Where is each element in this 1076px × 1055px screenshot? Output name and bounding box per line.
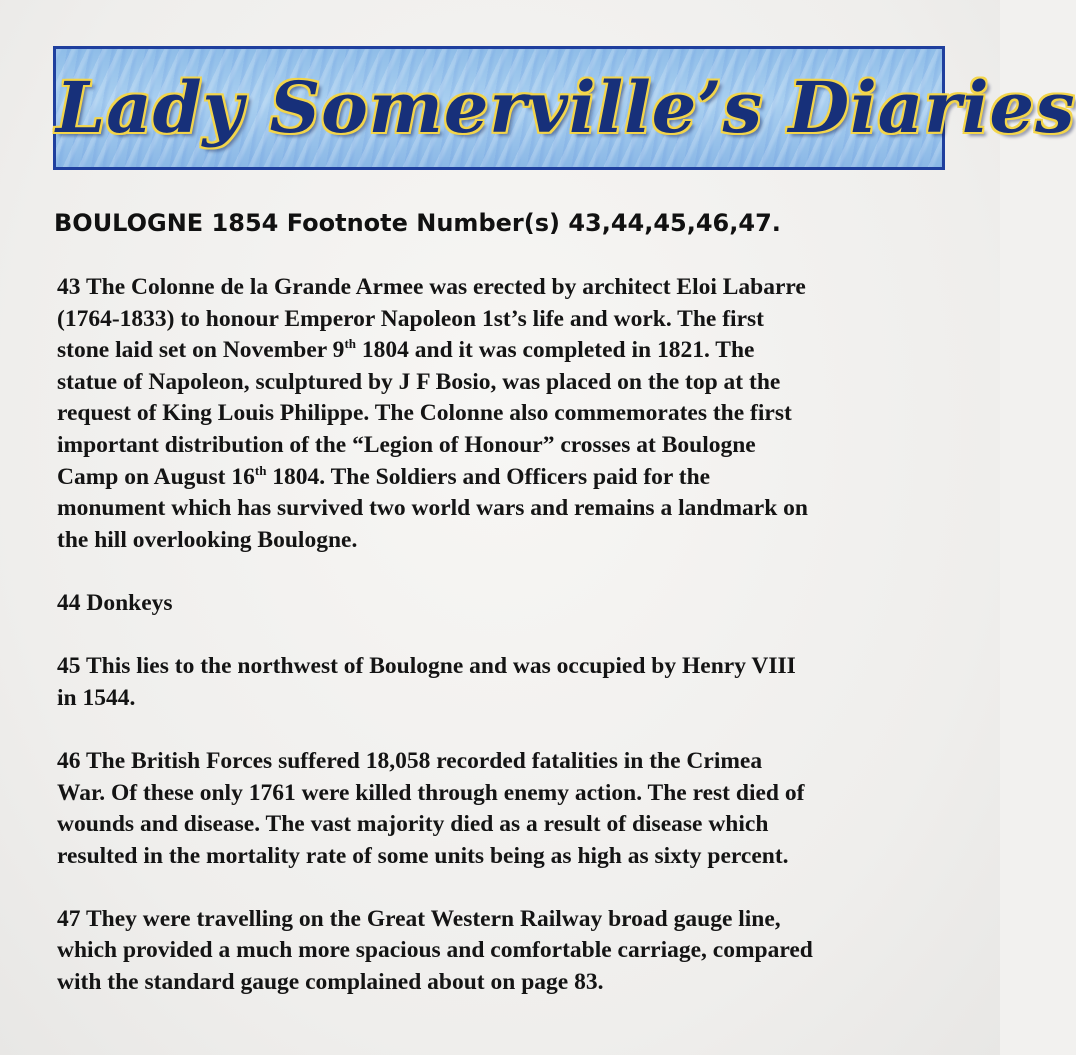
footnote-line: important distribution of the “Legion of Honour” crosses at Boulogne [57, 431, 756, 458]
footnote-line: wounds and disease. The vast majority died as a result of disease which [57, 811, 769, 838]
section-heading: BOULOGNE 1854 Footnote Number(s) 43,44,45,46,47. [54, 209, 781, 237]
footnote-line: (1764-1833) to honour Emperor Napoleon 1st’s life and work. The first [57, 305, 764, 332]
footnote-line-text: 1804 and it was completed in 1821. The [356, 337, 755, 364]
title-banner [53, 46, 1076, 170]
footnote-45 [57, 651, 962, 714]
footnote-line: 43 The Colonne de la Grande Armee was erected by architect Eloi Labarre [57, 274, 806, 300]
footnote-44 [57, 588, 962, 620]
footnote-line: with the standard gauge complained about on page 83. [57, 969, 604, 996]
footnote-line: resulted in the mortality rate of some units being as high as sixty percent. [57, 842, 789, 869]
footnote-line-text: Camp on August 16 [57, 463, 255, 490]
footnote-line: War. Of these only 1761 were killed through enemy action. The rest died of [57, 779, 805, 806]
footnote-line-text: 1804. The Soldiers and Officers paid for the [266, 463, 711, 490]
footnote-line: 45 This lies to the northwest of Boulogne and was occupied by Henry VIII [57, 653, 796, 680]
footnote-line: the hill overlooking Boulogne. [57, 526, 358, 553]
footnote-line: request of King Louis Philippe. The Colonne also commemorates the first [57, 400, 792, 427]
footnote-line: 46 The British Forces suffered 18,058 recorded fatalities in the Crimea [57, 747, 763, 774]
footnote-line: 44 Donkeys [57, 589, 173, 616]
banner-title: Lady Somerville’s Diaries [56, 66, 1076, 149]
footnote-line: in 1544. [57, 684, 136, 711]
footnote-line [57, 462, 962, 494]
footnote-line: 47 They were travelling on the Great Western Railway broad gauge line, [57, 905, 781, 932]
footnote-47 [57, 904, 962, 999]
footnote-line: which provided a much more spacious and comfortable carriage, compared [57, 937, 813, 964]
footnote-line-text: stone laid set on November 9 [57, 337, 345, 364]
footnote-line: monument which has survived two world wars and remains a landmark on [57, 495, 809, 522]
footnote-line: statue of Napoleon, sculptured by J F Bosio, was placed on the top at the [57, 368, 781, 395]
footnotes-list [57, 272, 962, 999]
footnote-line [57, 335, 962, 367]
footnote-43 [57, 272, 962, 556]
ordinal-suffix: th [254, 462, 267, 478]
footnote-46 [57, 746, 962, 872]
ordinal-suffix: th [344, 336, 356, 352]
